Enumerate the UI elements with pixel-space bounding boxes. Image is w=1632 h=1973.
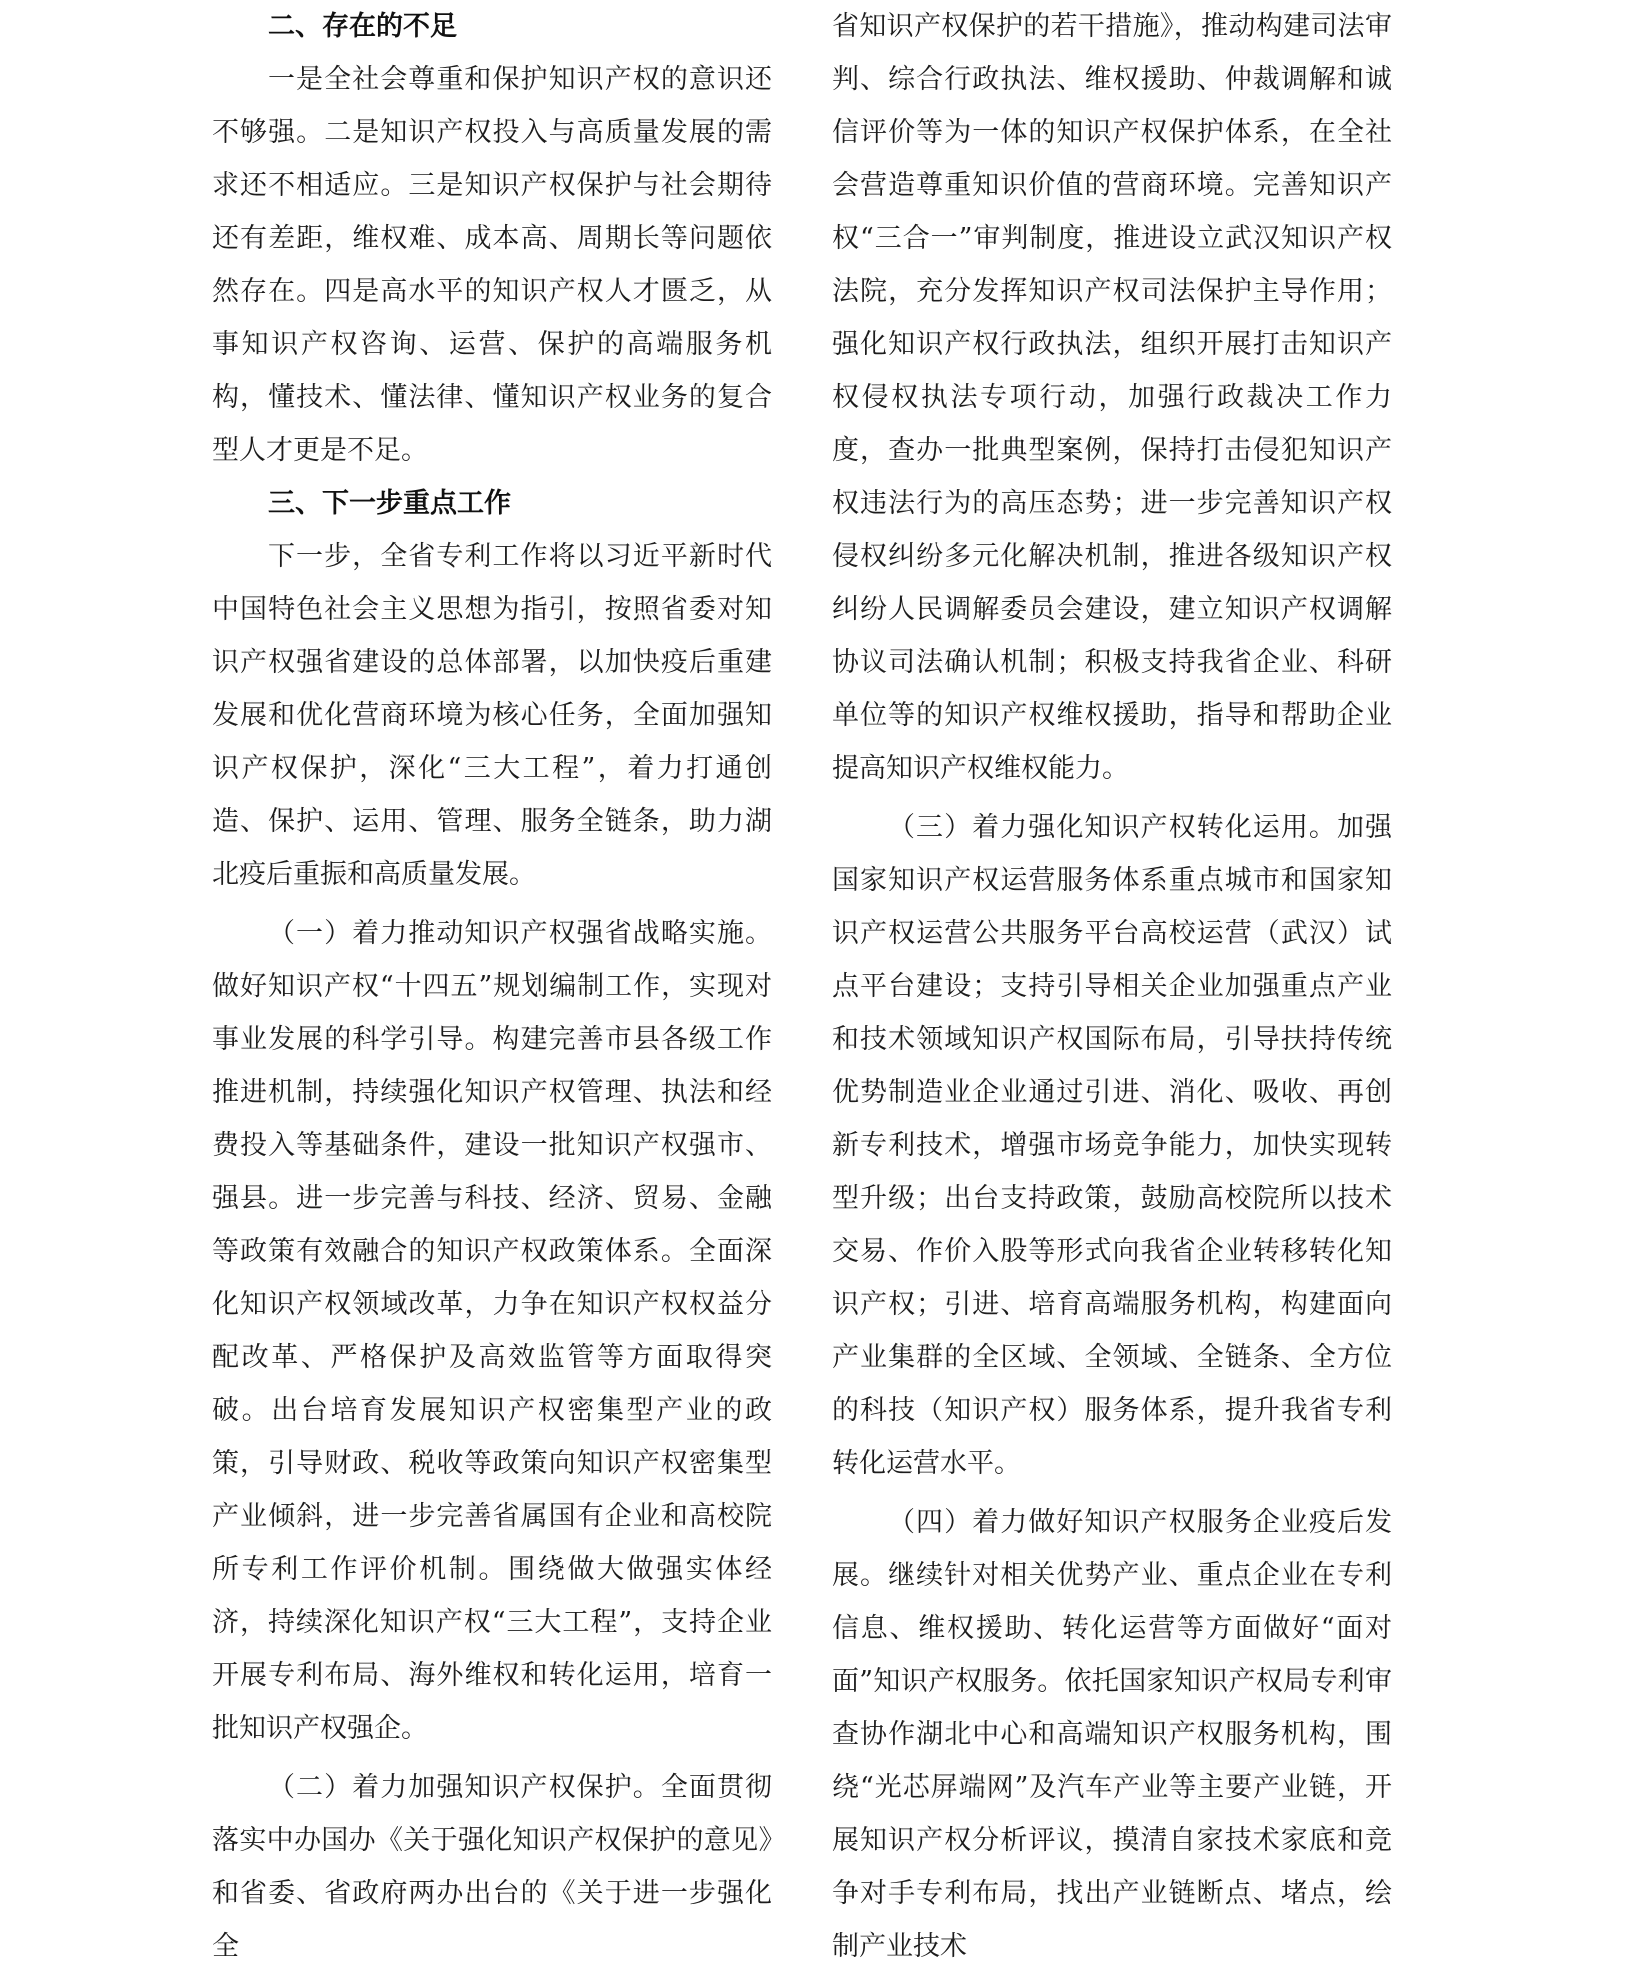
paragraph-item-4-start: （四）着力做好知识产权服务企业疫后发展。继续针对相关优势产业、重点企业在专利信息、维权援助、转化运营等方面做好“面对面”知识产权服务。依托国家知识产权局专利审查协作湖北中心和高端知识产权服务机构，围绕“光芯屏端网”及汽车产业等主要产业链，开展知识产权分析评议，摸清自家技术家底和竞争对手专利布局，找出产业链断点、堵点，绘制产业技术 [832, 1507, 1392, 1962]
left-column [212, 0, 772, 1973]
section-heading-deficiencies: 二、存在的不足 [268, 11, 457, 42]
section-heading-next-steps: 三、下一步重点工作 [268, 488, 511, 519]
right-column [832, 0, 1392, 1973]
paragraph-item-2-start: （二）着力加强知识产权保护。全面贯彻落实中办国办《关于强化知识产权保护的意见》和省委、省政府两办出台的《关于进一步强化全 [212, 1772, 772, 1962]
paragraph-item-3: （三）着力强化知识产权转化运用。加强国家知识产权运营服务体系重点城市和国家知识产权运营公共服务平台高校运营（武汉）试点平台建设；支持引导相关企业加强重点产业和技术领域知识产权国际布局，引导扶持传统优势制造业企业通过引进、消化、吸收、再创新专利技术，增强市场竞争能力，加快实现转型升级；出台支持政策，鼓励高校院所以技术交易、作价入股等形式向我省企业转移转化知识产权；引进、培育高端服务机构，构建面向产业集群的全区域、全领域、全链条、全方位的科技（知识产权）服务体系，提升我省专利转化运营水平。 [832, 812, 1392, 1479]
paragraph-next-steps: 下一步，全省专利工作将以习近平新时代中国特色社会主义思想为指引，按照省委对知识产权强省建设的总体部署，以加快疫后重建发展和优化营商环境为核心任务，全面加强知识产权保护，深化“三大工程”，着力打通创造、保护、运用、管理、服务全链条，助力湖北疫后重振和高质量发展。 [212, 541, 772, 890]
paragraph-item-2-continued: 省知识产权保护的若干措施》，推动构建司法审判、综合行政执法、维权援助、仲裁调解和诚信评价等为一体的知识产权保护体系，在全社会营造尊重知识价值的营商环境。完善知识产权“三合一”审判制度，推进设立武汉知识产权法院，充分发挥知识产权司法保护主导作用；强化知识产权行政执法，组织开展打击知识产权侵权执法专项行动，加强行政裁决工作力度，查办一批典型案例，保持打击侵犯知识产权违法行为的高压态势；进一步完善知识产权侵权纠纷多元化解决机制，推进各级知识产权纠纷人民调解委员会建设，建立知识产权调解协议司法确认机制；积极支持我省企业、科研单位等的知识产权维权援助，指导和帮助企业提高知识产权维权能力。 [832, 11, 1392, 784]
paragraph-item-1: （一）着力推动知识产权强省战略实施。做好知识产权“十四五”规划编制工作，实现对事业发展的科学引导。构建完善市县各级工作推进机制，持续强化知识产权管理、执法和经费投入等基础条件，建设一批知识产权强市、强县。进一步完善与科技、经济、贸易、金融等政策有效融合的知识产权政策体系。全面深化知识产权领域改革，力争在知识产权权益分配改革、严格保护及高效监管等方面取得突破。出台培育发展知识产权密集型产业的政策，引导财政、税收等政策向知识产权密集型产业倾斜，进一步完善省属国有企业和高校院所专利工作评价机制。围绕做大做强实体经济，持续深化知识产权“三大工程”，支持企业开展专利布局、海外维权和转化运用，培育一批知识产权强企。 [212, 918, 772, 1744]
paragraph-deficiencies: 一是全社会尊重和保护知识产权的意识还不够强。二是知识产权投入与高质量发展的需求还不相适应。三是知识产权保护与社会期待还有差距，维权难、成本高、周期长等问题依然存在。四是高水平的知识产权人才匮乏，从事知识产权咨询、运营、保护的高端服务机构，懂技术、懂法律、懂知识产权业务的复合型人才更是不足。 [212, 64, 772, 466]
